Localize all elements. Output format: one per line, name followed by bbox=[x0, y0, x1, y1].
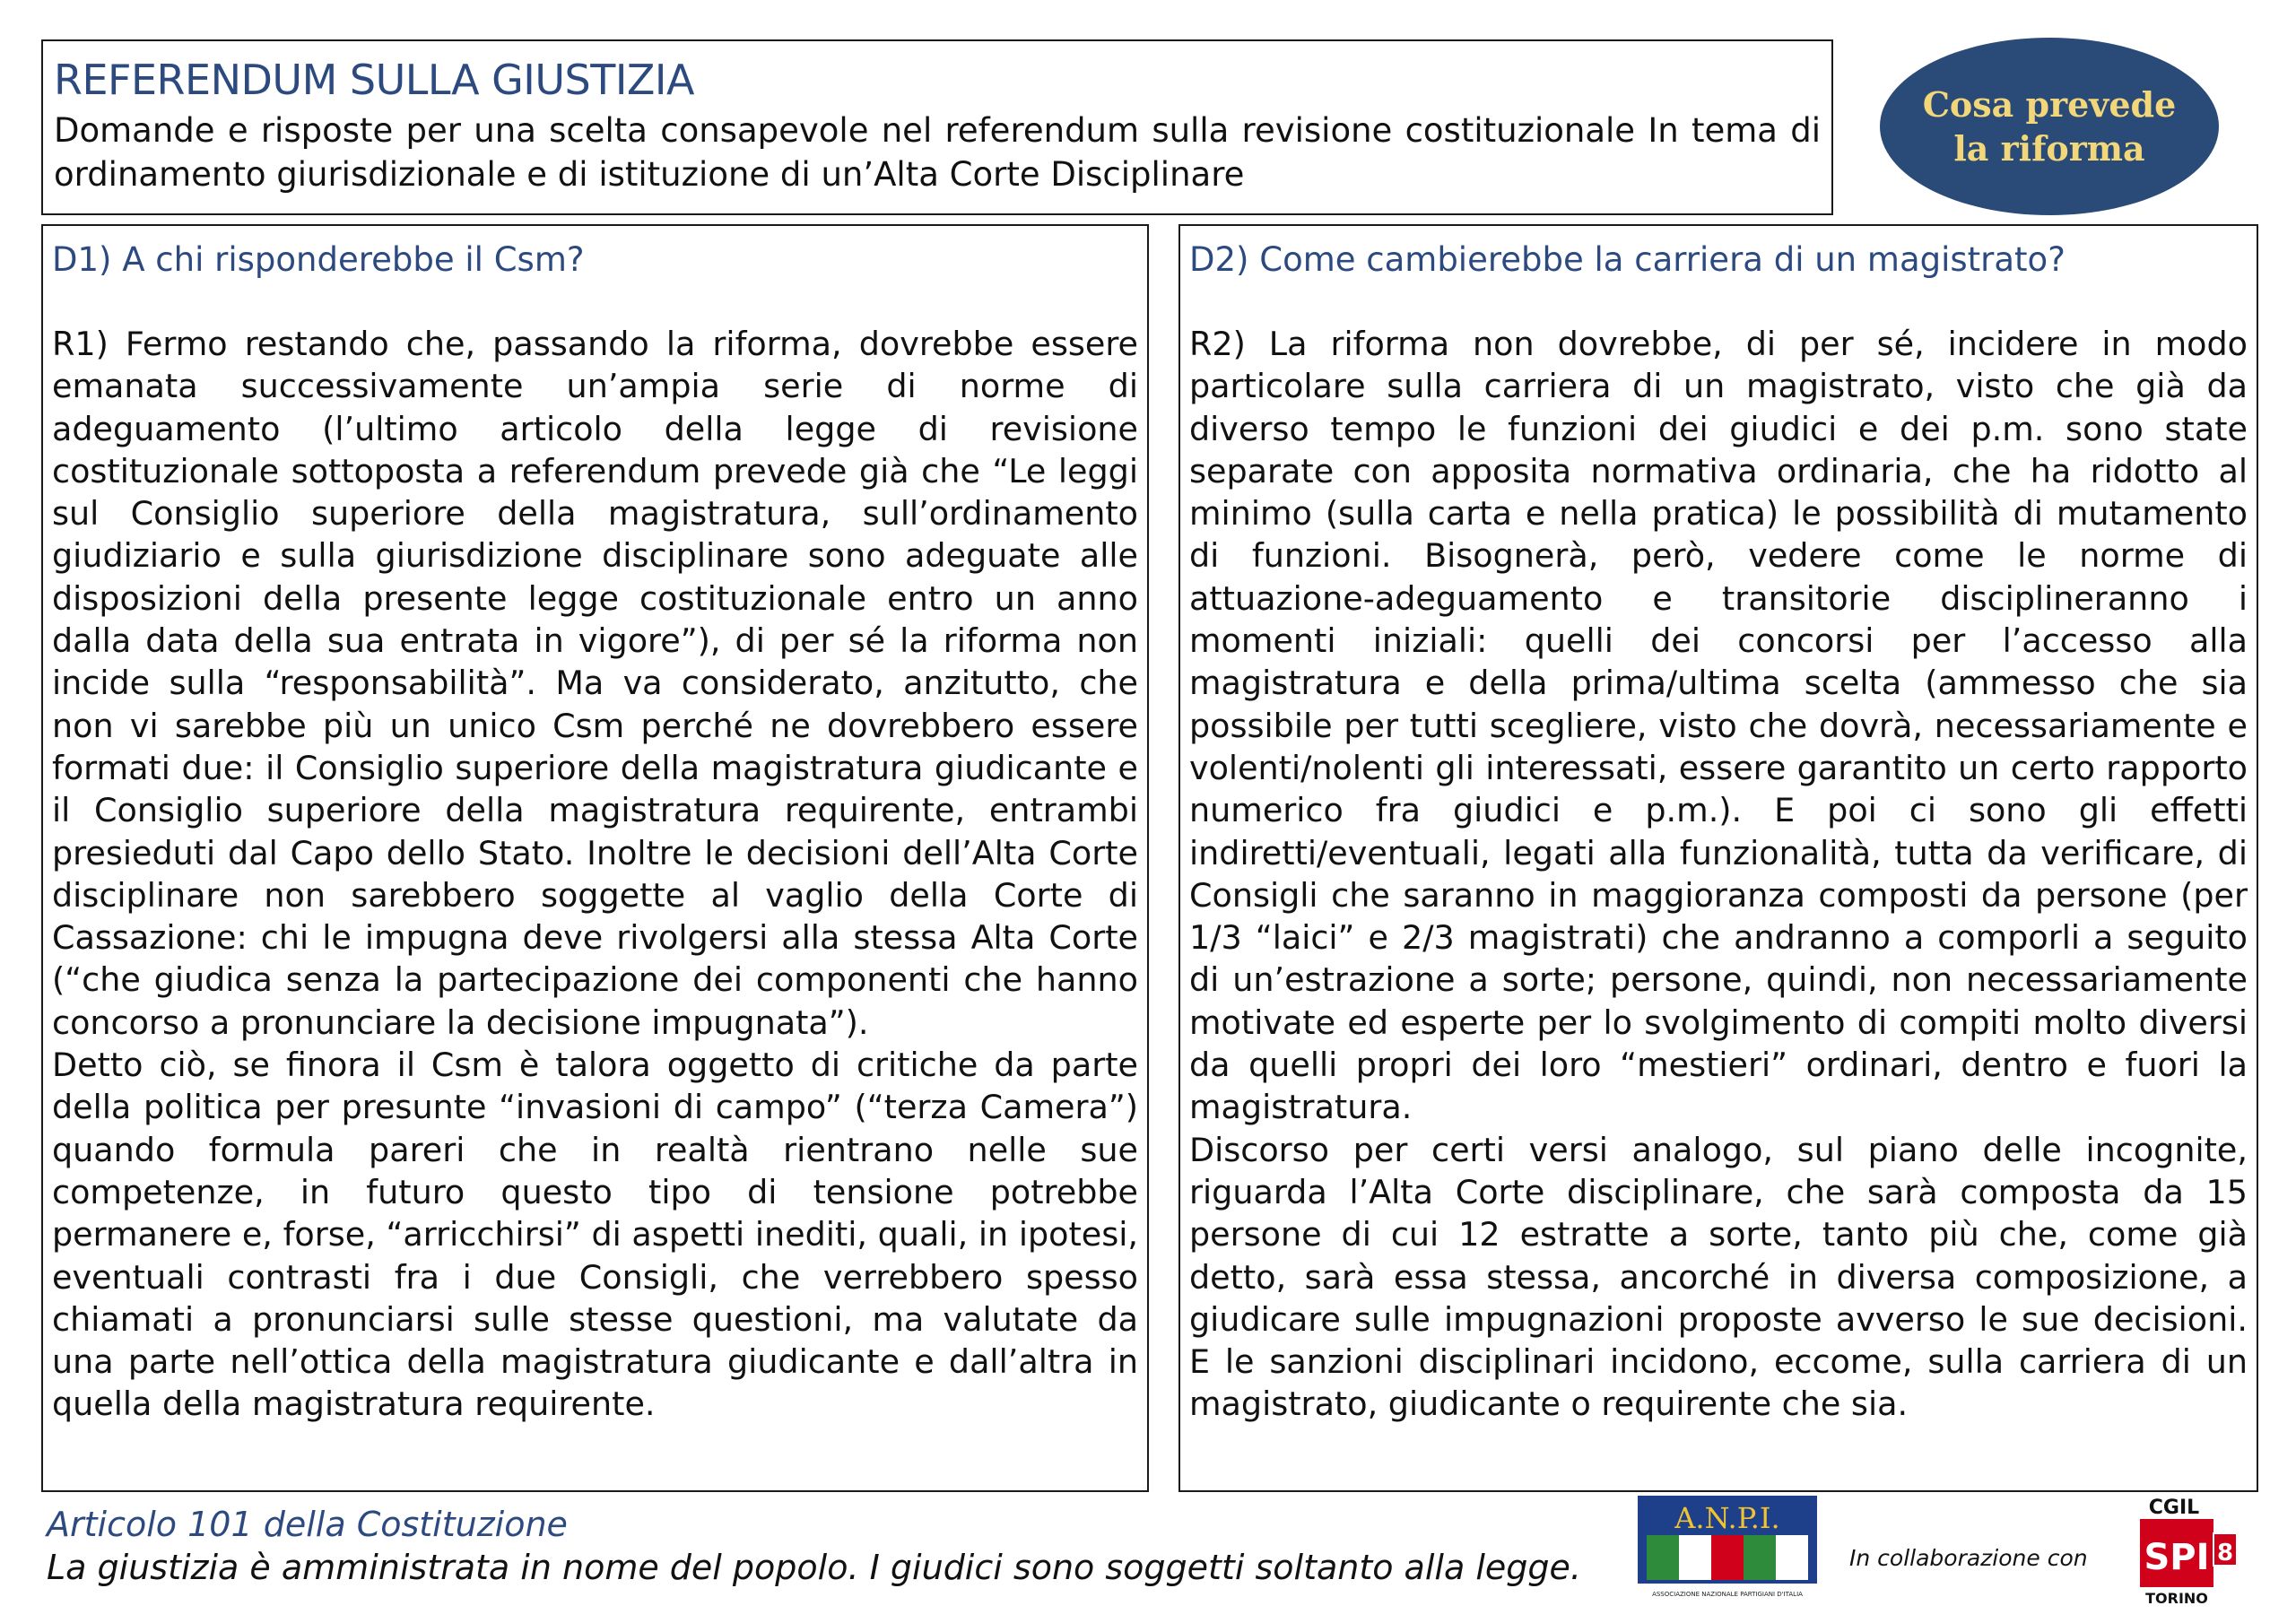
answer-2-paragraph: Discorso per certi versi analogo, sul piano delle incognite, riguarda l’Alta Corte disciplinare, che sarà composta da 15 persone di cui 12 estratte a sorte, tanto più che, come già detto, sarà essa stessa, ancorché in diversa composizione, a giudicare sulle impugnazioni proposte avverso le sue decisioni. E le sanzioni disciplinari incidono, eccome, sulla carriera di un magistrato, giudicante o requirente che sia. bbox=[1189, 1130, 2248, 1424]
spi-logo-top: CGIL bbox=[2148, 1497, 2200, 1519]
spi-logo-bottom: TORINO bbox=[2145, 1590, 2208, 1607]
anpi-logo bbox=[1638, 1496, 1817, 1601]
spi-logo bbox=[2138, 1492, 2239, 1609]
collaboration-label: In collaborazione con bbox=[1849, 1545, 2088, 1571]
question-1: D1) A chi risponderebbe il Csm? bbox=[52, 240, 585, 279]
header-box bbox=[41, 39, 1833, 215]
question-box-1 bbox=[41, 224, 1149, 1492]
article-title: Articolo 101 della Costituzione bbox=[47, 1505, 568, 1544]
spi-logo-number: 8 bbox=[2216, 1540, 2234, 1567]
answer-1 bbox=[52, 323, 1138, 1426]
answer-1-paragraph: Detto ciò, se finora il Csm è talora oggetto di critiche da parte della politica per presunte “invasioni di campo” (“terza Camera”) quando formula pareri che in realtà rientrano nelle sue competenze, in futuro questo tipo di tensione potrebbe permanere e, forse, “arricchirsi” di aspetti inediti, quali, in ipotesi, eventuali contrasti fra i due Consigli, che verrebbero spesso chiamati a pronunciarsi sulle stesse questioni, ma valutate da una parte nell’ottica della magistratura giudicante e dall’altra in quella della magistratura requirente. bbox=[52, 1046, 1138, 1424]
question-box-2 bbox=[1178, 224, 2258, 1492]
spi-logo-main: SPI bbox=[2144, 1537, 2210, 1578]
reform-badge: Cosa prevede la riforma bbox=[1880, 38, 2219, 215]
page-subtitle: Domande e risposte per una scelta consapevole nel referendum sulla revisione costituzionale In tema di ordinamento giurisdizionale e di istituzione di un’Alta Corte Disciplinare bbox=[54, 110, 1821, 194]
answer-2-paragraph: R2) La riforma non dovrebbe, di per sé, incidere in modo particolare sulla carriera di un magistrato, visto che già da diverso tempo le funzioni dei giudici e dei p.m. sono state separate con apposita normativa ordinaria, che ha ridotto al minimo (sulla carta e nella pratica) le possibilità di mutamento di funzioni. Bisognerà, però, vedere come le norme di attuazione-adeguamento e transitorie disciplineranno i momenti iniziali: quelli dei concorsi per l’accesso alla magistratura e della prima/ultima scelta (ammesso che sia possibile per tutti scegliere, visto che dovrà, necessariamente e volenti/nolenti gli interessati, essere garantito un certo rapporto numerico fra giudici e p.m.). E poi ci sono gli effetti indiretti/eventuali, legati alla funzionalità, tutta da verificare, di Consigli che saranno in maggioranza composti da persone (per 1/3 “laici” e 2/3 magistrati) che andranno a comporli a seguito di un’estrazione a sorte; persone, quindi, non necessariamente motivate ed esperte per lo svolgimento di compiti molto diversi da quelli propri dei loro “mestieri” ordinari, dentro e fuori la magistratura. bbox=[1189, 325, 2248, 1127]
answer-2 bbox=[1189, 323, 2248, 1426]
question-2: D2) Come cambierebbe la carriera di un magistrato? bbox=[1189, 240, 2066, 279]
anpi-logo-text: A.N.P.I. bbox=[1674, 1501, 1780, 1535]
anpi-logo-caption: ASSOCIAZIONE NAZIONALE PARTIGIANI D'ITALIA bbox=[1652, 1591, 1803, 1598]
page-title: REFERENDUM SULLA GIUSTIZIA bbox=[54, 56, 694, 104]
answer-1-paragraph: R1) Fermo restando che, passando la riforma, dovrebbe essere emanata successivamente un’ampia serie di norme di adeguamento (l’ultimo articolo della legge di revisione costituzionale sottoposta a referendum prevede già che “Le leggi sul Consiglio superiore della magistratura, sull’ordinamento giudiziario e sulla giurisdizione disciplinare sono adeguate alle disposizioni della presente legge costituzionale entro un anno dalla data della sua entrata in vigore”), di per sé la riforma non incide sulla “responsabilità”. Ma va considerato, anzitutto, che non vi sarebbe più un unico Csm perché ne dovrebbero essere formati due: il Consiglio superiore della magistratura giudicante e il Consiglio superiore della magistratura requirente, entrambi presieduti dal Capo dello Stato. Inoltre le decisioni dell’Alta Corte disciplinare non sarebbero soggette al vaglio della Corte di Cassazione: chi le impugna deve rivolgersi alla stessa Alta Corte (“che giudica senza la partecipazione dei componenti che hanno concorso a pronunciare la decisione impugnata”). bbox=[52, 325, 1138, 1042]
article-text: La giustizia è amministrata in nome del popolo. I giudici sono soggetti soltanto alla legge. bbox=[47, 1548, 1581, 1587]
